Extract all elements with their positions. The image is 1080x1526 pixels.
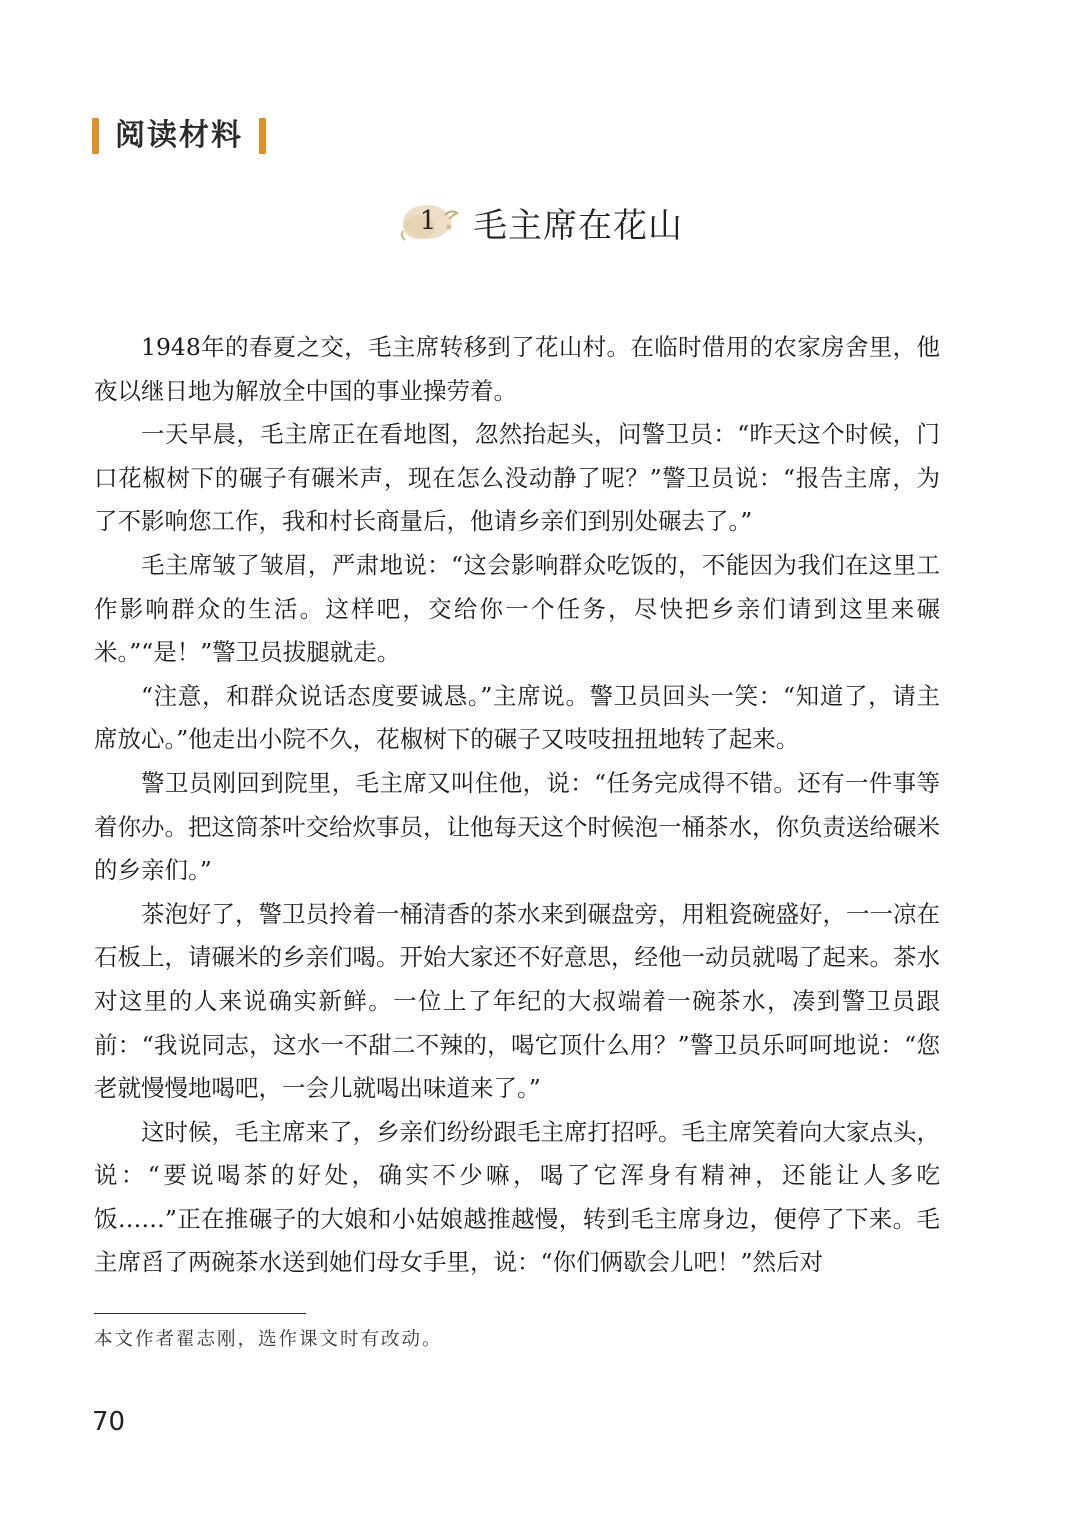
section-title: 阅读材料 — [115, 118, 243, 153]
paragraph: “注意，和群众说话态度要诚恳。”主席说。警卫员回头一笑：“知道了，请主席放心。”他走出小院不久，花椒树下的碾子又吱吱扭扭地转了起来。 — [94, 681, 940, 754]
lesson-number: 1 — [419, 206, 437, 236]
paragraph: 1948年的春夏之交，毛主席转移到了花山村。在临时借用的农家房舍里，他夜以继日地为解放全中国的事业操劳着。 — [94, 333, 940, 405]
article-body — [94, 326, 940, 1285]
lesson-heading — [0, 190, 1080, 254]
section-header — [92, 114, 266, 158]
paragraph: 毛主席皱了皱眉，严肃地说：“这会影响群众吃饭的，不能因为我们在这里工作影响群众的生活。这样吧，交给你一个任务，尽快把乡亲们请到这里来碾米。”“是！”警卫员拔腿就走。 — [94, 550, 940, 667]
right-accent-bar — [259, 118, 266, 154]
footnote-divider — [94, 1313, 306, 1314]
paragraph: 一天早晨，毛主席正在看地图，忽然抬起头，问警卫员：“昨天这个时候，门口花椒树下的碾子有碾米声，现在怎么没动静了呢？”警卫员说：“报告主席，为了不影响您工作，我和村长商量后，他请乡亲们到别处碾去了。” — [94, 420, 940, 536]
paragraph: 茶泡好了，警卫员拎着一桶清香的茶水来到碾盘旁，用粗瓷碗盛好，一一凉在石板上，请碾米的乡亲们喝。开始大家还不好意思，经他一动员就喝了起来。茶水对这里的人来说确实新鲜。一位上了年纪的大叔端着一碗茶水，凑到警卫员跟前：“我说同志，这水一不甜二不辣的，喝它顶什么用？”警卫员乐呵呵地说：“您老就慢慢地喝吧，一会儿就喝出味道来了。” — [94, 899, 940, 1103]
lesson-number-badge — [397, 197, 461, 247]
paragraph: 警卫员刚回到院里，毛主席又叫住他，说：“任务完成得不错。还有一件事等着你办。把这筒茶叶交给炊事员，让他每天这个时候泡一桶茶水，你负责送给碾米的乡亲们。” — [94, 768, 940, 885]
page-number: 70 — [92, 1407, 126, 1437]
lesson-title: 毛主席在花山 — [473, 205, 683, 246]
footnote: 本文作者翟志刚，选作课文时有改动。 — [94, 1329, 443, 1350]
paragraph: 这时候，毛主席来了，乡亲们纷纷跟毛主席打招呼。毛主席笑着向大家点头，说：“要说喝茶的好处，确实不少嘛，喝了它浑身有精神，还能让人多吃饭……”正在推碾子的大娘和小姑娘越推越慢，转到毛主席身边，便停了下来。毛主席舀了两碗茶水送到她们母女手里，说：“你们俩歇会儿吧！”然后对 — [94, 1117, 940, 1277]
left-accent-bar — [92, 118, 99, 154]
